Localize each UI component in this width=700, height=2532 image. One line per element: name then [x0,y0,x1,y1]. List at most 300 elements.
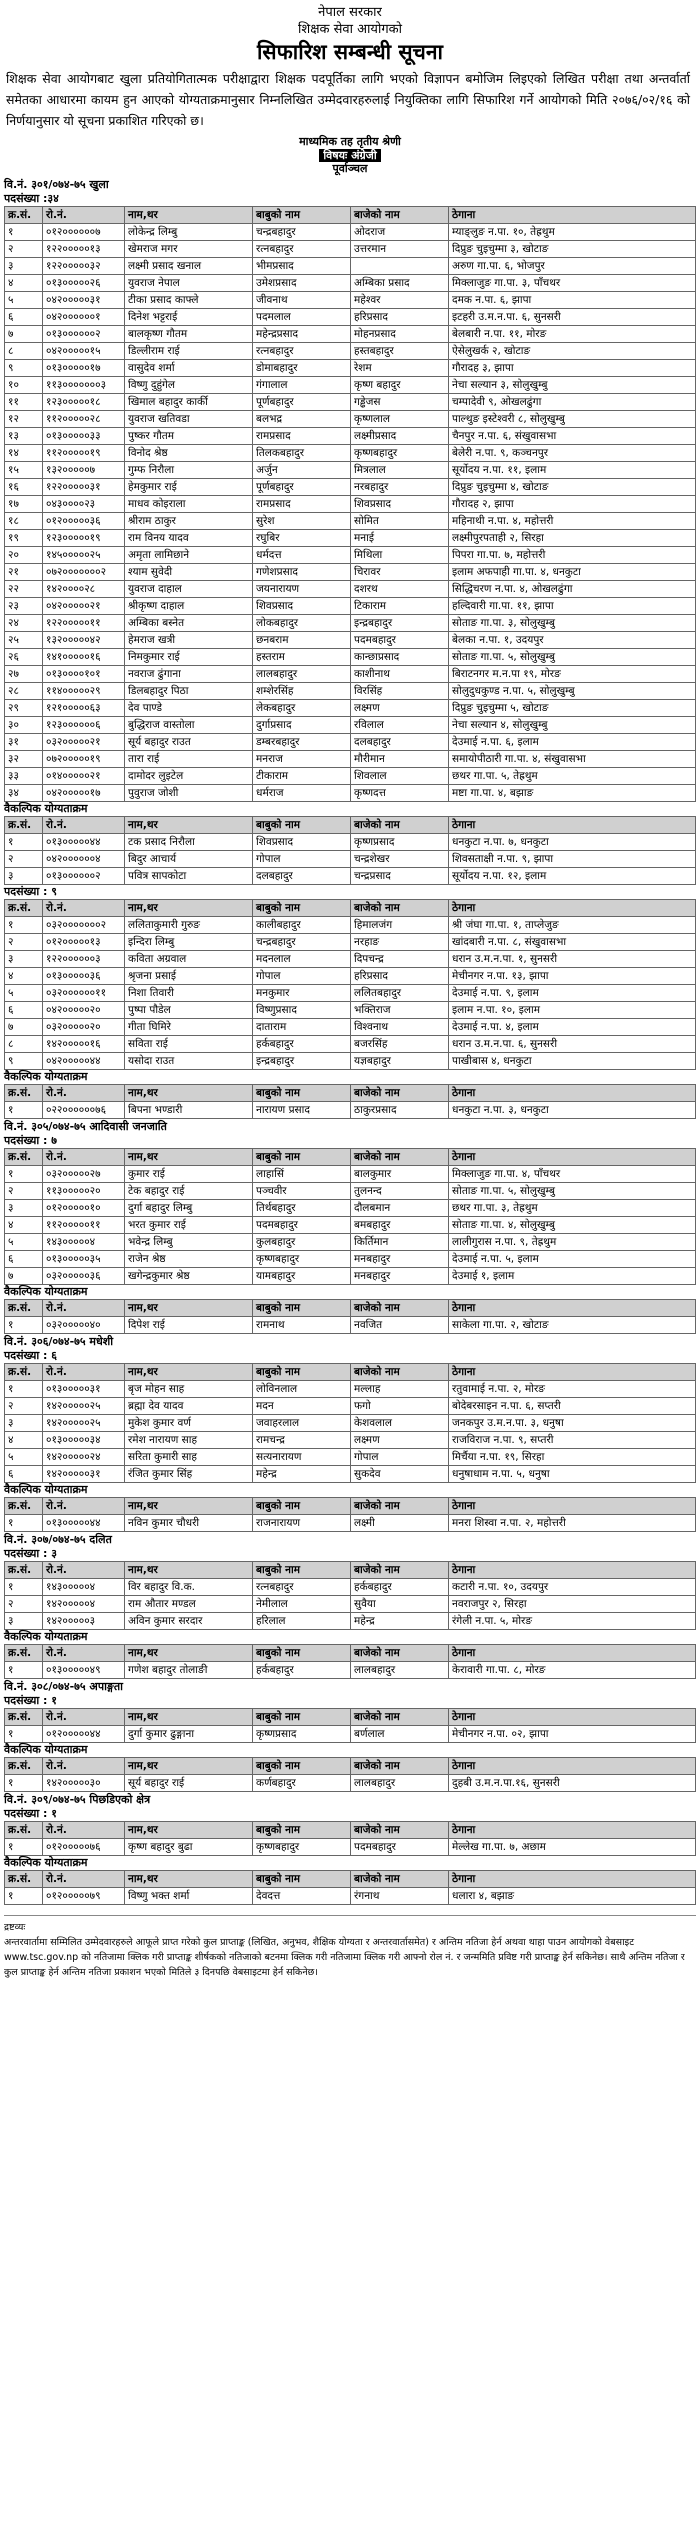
table-row [5,1251,696,1268]
cell-father: रत्नबहादुर [253,1579,351,1596]
cell-roll: ०३२०००००३६ [43,1268,125,1285]
cell-grandfather: महेश्वर [351,292,449,309]
cell-father: दलबहादुर [253,868,351,885]
table-header-row [5,1562,696,1579]
cell-roll: ०३२००००००११ [43,985,125,1002]
cell-address: नेचा सल्यान ३, सोलुखुम्बु [449,377,696,394]
post-count: पदसंख्या : १ [4,1807,57,1820]
table-row [5,445,696,462]
column-header-father: बाबुको नाम [253,1149,351,1166]
cell-father: सत्यनारायण [253,1449,351,1466]
cell-address: शिवसताक्षी न.पा. ९, झापा [449,851,696,868]
cell-grandfather: बमबहादुर [351,1217,449,1234]
column-header-address: ठेगाना [449,1149,696,1166]
cell-grandfather: मनाई [351,530,449,547]
table-row [5,479,696,496]
table-row [5,224,696,241]
cell-sn: १ [5,917,43,934]
cell-sn: ६ [5,309,43,326]
cell-address: मेल्लेख गा.पा. ७, अछाम [449,1839,696,1856]
table-header-row [5,1822,696,1839]
cell-roll: १४३०००००४ [43,1234,125,1251]
column-header-roll: रो.नं. [43,900,125,917]
cell-name: खिमाल बहादुर कार्की [125,394,253,411]
cell-name: दामोदर लुइटेल [125,768,253,785]
column-header-grandfather: बाजेको नाम [351,1085,449,1102]
cell-name: नविन कुमार चौधरी [125,1515,253,1532]
alternate-list-title: वैकल्पिक योग्यताक्रम [4,1070,88,1083]
table-row [5,1268,696,1285]
cell-sn: १० [5,377,43,394]
cell-grandfather: मौरीमान [351,751,449,768]
cell-grandfather: लालबहादुर [351,1662,449,1679]
table-row [5,734,696,751]
column-header-father: बाबुको नाम [253,1364,351,1381]
cell-father: छनबराम [253,632,351,649]
cell-roll: ०४२०००००१७ [43,785,125,802]
cell-name: पवित्र सापकोटा [125,868,253,885]
cell-name: कविता अग्रवाल [125,951,253,968]
column-header-father: बाबुको नाम [253,1645,351,1662]
cell-father: जीवनाथ [253,292,351,309]
cell-grandfather: गड्ढेजस [351,394,449,411]
column-header-grandfather: बाजेको नाम [351,817,449,834]
cell-roll: ०१३००००१०१ [43,666,125,683]
footer-text: अन्तरवार्तामा सम्मिलित उम्मेदवारहरुले आफूले प्राप्त गरेको कुल प्राप्ताङ्क (लिखित, अनुभव, शैक्षिक योग्यता र अन्तरवार्तासमेत) र अन्तिम नतिजा हेर्न अथवा थाहा पाउन आयोगको वेबसाइट www.tsc.gov.np को नतिजामा क्लिक गरी प्राप्ताङ्क शीर्षकको नतिजाको बटनमा क्लिक गरी नतिजामा क्लिक गरी आफ्नो रोल नं. र जन्ममिति प्रविष्ट गरी प्राप्ताङ्क हेर्न सकिनेछ। साथै अन्तिम नतिजा र कुल प्राप्ताङ्क हेर्न अन्तिम नतिजा प्रकाशन भएको मितिले ३ दिनपछि वेबसाइटमा हेर्न सकिनेछ। [4,1937,685,1978]
footer-note [4,1915,696,1980]
cell-roll: ०१२०००००७९ [43,1888,125,1905]
cell-sn: १ [5,1888,43,1905]
post-count: पदसंख्या : ६ [4,1349,57,1362]
cell-roll: ११३०००००००३ [43,377,125,394]
cell-roll: ०१४०००००२१ [43,768,125,785]
cell-grandfather: शिवलाल [351,768,449,785]
level-label: माध्यमिक तह तृतीय श्रेणी [299,135,401,148]
cell-name: कृष्ण बहादुर बुढा [125,1839,253,1856]
table-row [5,1888,696,1905]
alternate-list-title: वैकल्पिक योग्यताक्रम [4,1285,88,1298]
cell-name: विष्णु भक्त शर्मा [125,1888,253,1905]
cell-father: पञ्चवीर [253,1183,351,1200]
column-header-name: नाम,थर [125,1364,253,1381]
cell-name: भरत कुमार राई [125,1217,253,1234]
cell-roll: ०१२०००००१० [43,1200,125,1217]
cell-grandfather: अम्बिका प्रसाद [351,275,449,292]
cell-name: रंजित कुमार सिंह [125,1466,253,1483]
alternate-list-title: वैकल्पिक योग्यताक्रम [4,1856,88,1869]
cell-grandfather: सोमित [351,513,449,530]
column-header-grandfather: बाजेको नाम [351,1645,449,1662]
recommendation-section [4,1792,696,1905]
cell-address: धनकुटा न.पा. ३, धनकुटा [449,1102,696,1119]
cell-sn: १ [5,1775,43,1792]
column-header-name: नाम,थर [125,1149,253,1166]
cell-father: मनराज [253,751,351,768]
cell-sn: ९ [5,1053,43,1070]
table-row [5,1381,696,1398]
alternate-list-title: वैकल्पिक योग्यताक्रम [4,1743,88,1756]
cell-father: उमेशप्रसाद [253,275,351,292]
alternate-list-title: वैकल्पिक योग्यताक्रम [4,1630,88,1643]
cell-father: महेन्द्र [253,1466,351,1483]
cell-roll: ०४२०००००४४ [43,1053,125,1070]
cell-father: टीकाराम [253,768,351,785]
cell-name: माधव कोइराला [125,496,253,513]
cell-roll: ०१२०००००७६ [43,1839,125,1856]
table-row [5,309,696,326]
column-header-grandfather: बाजेको नाम [351,1562,449,1579]
cell-sn: २० [5,547,43,564]
cell-address: मेचीनगर न.पा. १३, झापा [449,968,696,985]
cell-roll: ११३०००००२० [43,1183,125,1200]
cell-sn: ३ [5,1613,43,1630]
intro-paragraph: शिक्षक सेवा आयोगबाट खुला प्रतियोगितात्मक परीक्षाद्वारा शिक्षक पदपूर्तिका लागि भएको विज्ञापन बमोजिम लिइएको लिखित परीक्षा तथा अन्तर्वार्ता समेतका आधारमा कायम हुन आएको योग्यताक्रमानुसार निम्नलिखित उम्मेदवारहरुलाई नियुक्तिका लागि सिफारिश गर्ने आयोगको मिति २०७६/०२/१६ को निर्णयानुसार यो सूचना प्रकाशित गरिएको छ। [6,71,690,128]
cell-father: रामप्रसाद [253,496,351,513]
recommendation-section [4,885,696,1119]
cell-roll: ०१२००००००७ [43,224,125,241]
cell-grandfather: काशीनाथ [351,666,449,683]
cell-address: केरावारी गा.पा. ८, मोरङ [449,1662,696,1679]
cell-roll: ०३२०००००२० [43,1019,125,1036]
cell-address: हल्दिवारी गा.पा. ११, झापा [449,598,696,615]
alternate-table [4,1644,696,1679]
cell-grandfather: हर्कबहादुर [351,1579,449,1596]
cell-father: रत्नबहादुर [253,343,351,360]
table-header-row [5,817,696,834]
cell-sn: ३ [5,1415,43,1432]
column-header-father: बाबुको नाम [253,1085,351,1102]
table-row [5,1398,696,1415]
cell-sn: २४ [5,615,43,632]
column-header-address: ठेगाना [449,1758,696,1775]
column-header-sn: क्र.सं. [5,1562,43,1579]
cell-address: म्याङ्लुङ न.पा. १०, तेह्रथुम [449,224,696,241]
cell-grandfather: शिवप्रसाद [351,496,449,513]
cell-father: डोमाबहादुर [253,360,351,377]
table-header-row [5,1364,696,1381]
recommendation-section [4,1334,696,1532]
cell-father: नारायण प्रसाद [253,1102,351,1119]
cell-sn: २८ [5,683,43,700]
cell-roll: १२३०००००१९ [43,530,125,547]
cell-sn: ८ [5,343,43,360]
cell-father: जयनारायण [253,581,351,598]
cell-name: तारा राई [125,751,253,768]
table-row [5,751,696,768]
column-header-roll: रो.नं. [43,1498,125,1515]
cell-sn: १२ [5,411,43,428]
table-row [5,683,696,700]
cell-sn: ३२ [5,751,43,768]
cell-father: लेकबहादुर [253,700,351,717]
cell-roll: ०३२०००००००२ [43,917,125,934]
cell-sn: ४ [5,275,43,292]
column-header-sn: क्र.सं. [5,1085,43,1102]
cell-roll: १३२०००००७ [43,462,125,479]
column-header-roll: रो.नं. [43,1758,125,1775]
cell-address: देउमाई न.पा. ९, इलाम [449,985,696,1002]
recommendation-section [4,1119,696,1334]
cell-father: रत्नबहादुर [253,241,351,258]
table-row [5,851,696,868]
cell-name: खगेन्द्रकुमार श्रेष्ठ [125,1268,253,1285]
cell-roll: १३२०००००४२ [43,632,125,649]
cell-grandfather: चन्द्रप्रसाद [351,868,449,885]
table-row [5,1415,696,1432]
cell-address: देउमाई न.पा. ५, इलाम [449,1251,696,1268]
cell-sn: १८ [5,513,43,530]
cell-name: लक्ष्मी प्रसाद खनाल [125,258,253,275]
cell-sn: १ [5,1662,43,1679]
cell-sn: १४ [5,445,43,462]
cell-name: अमृता लामिछाने [125,547,253,564]
cell-father: शिवप्रसाद [253,598,351,615]
cell-grandfather: नवजित [351,1317,449,1334]
cell-name: श्याम सुवेदी [125,564,253,581]
table-row [5,785,696,802]
cell-roll: १२२०००००३१ [43,479,125,496]
column-header-address: ठेगाना [449,1364,696,1381]
cell-address: कटारी न.पा. १०, उदयपुर [449,1579,696,1596]
cell-father: कृष्णबहादुर [253,1839,351,1856]
column-header-roll: रो.नं. [43,1709,125,1726]
column-header-sn: क्र.सं. [5,1498,43,1515]
cell-grandfather: उत्तरमान [351,241,449,258]
cell-name: श्रृजना प्रसाई [125,968,253,985]
cell-name: सविता राई [125,1036,253,1053]
cell-name: पुष्कर गौतम [125,428,253,445]
cell-father: मनकुमार [253,985,351,1002]
cell-grandfather [351,258,449,275]
cell-roll: १२२०००००१३ [43,241,125,258]
cell-sn: १३ [5,428,43,445]
table-row [5,1102,696,1119]
section-title: वि.नं. ३०७/०७४-७५ दलित [4,1533,112,1546]
cell-grandfather: दशरथ [351,581,449,598]
cell-grandfather: चन्द्रशेखर [351,851,449,868]
cell-father: शम्शेरसिंह [253,683,351,700]
cell-roll: १२३००००००६ [43,717,125,734]
table-row [5,1234,696,1251]
cell-grandfather: ओदराज [351,224,449,241]
cell-father: हस्तराम [253,649,351,666]
main-table [4,1148,696,1285]
cell-name: श्रीकृष्ण दाहाल [125,598,253,615]
subject-text: विषयः अंग्रेजी [319,149,380,162]
alternate-list-title: वैकल्पिक योग्यताक्रम [4,1483,88,1496]
main-table [4,1363,696,1483]
table-row [5,615,696,632]
cell-name: युवराज नेपाल [125,275,253,292]
column-header-grandfather: बाजेको नाम [351,900,449,917]
cell-sn: १६ [5,479,43,496]
cell-grandfather: कृष्णदत्त [351,785,449,802]
cell-name: डिलबहादुर पिठा [125,683,253,700]
cell-roll: ०१३०००००४४ [43,834,125,851]
cell-name: युवराज दाहाल [125,581,253,598]
alternate-table [4,1757,696,1792]
column-header-sn: क्र.सं. [5,1149,43,1166]
cell-father: नेमीलाल [253,1596,351,1613]
cell-grandfather: हरिप्रसाद [351,309,449,326]
cell-roll: ०७२०००००००२ [43,564,125,581]
cell-roll: ०१३०००००३५ [43,1251,125,1268]
table-row [5,934,696,951]
cell-sn: ३ [5,868,43,885]
alternate-list-title: वैकल्पिक योग्यताक्रम [4,802,88,815]
main-table [4,1561,696,1630]
cell-sn: ९ [5,360,43,377]
table-row [5,1200,696,1217]
cell-sn: ४ [5,1432,43,1449]
column-header-address: ठेगाना [449,1300,696,1317]
column-header-father: बाबुको नाम [253,1498,351,1515]
cell-father: रामचन्द्र [253,1432,351,1449]
recommendation-section [4,1532,696,1679]
table-row [5,1019,696,1036]
cell-name: विर बहादुर वि.क. [125,1579,253,1596]
cell-sn: ६ [5,1466,43,1483]
cell-sn: २ [5,1183,43,1200]
cell-grandfather: दौलबमान [351,1200,449,1217]
table-row [5,258,696,275]
cell-grandfather: विरसिंह [351,683,449,700]
cell-grandfather: दिपचन्द्र [351,951,449,968]
table-header-row [5,1300,696,1317]
column-header-name: नाम,थर [125,900,253,917]
cell-grandfather: कृष्णबहादुर [351,445,449,462]
cell-name: राम विनय यादव [125,530,253,547]
cell-address: बेलेरी न.पा. ९, कञ्चनपुर [449,445,696,462]
cell-sn: ५ [5,1234,43,1251]
cell-father: लोकबहादुर [253,615,351,632]
cell-father: धर्मदत्त [253,547,351,564]
cell-address: गौरादह २, झापा [449,496,696,513]
cell-grandfather: टिकाराम [351,598,449,615]
cell-address: मनरा शिस्वा न.पा. २, महोत्तरी [449,1515,696,1532]
cell-address: छथर गा.पा. ५, तेह्रथुम [449,768,696,785]
cell-grandfather: दलबहादुर [351,734,449,751]
cell-grandfather: तुलनन्द [351,1183,449,1200]
column-header-grandfather: बाजेको नाम [351,1364,449,1381]
cell-roll: ०१३०००००३१ [43,1381,125,1398]
cell-father: दाताराम [253,1019,351,1036]
table-row [5,462,696,479]
column-header-sn: क्र.सं. [5,1300,43,1317]
column-header-roll: रो.नं. [43,1871,125,1888]
cell-father: कृष्णप्रसाद [253,1726,351,1743]
table-row [5,1166,696,1183]
column-header-name: नाम,थर [125,1085,253,1102]
cell-roll: १४२०००००२५ [43,1398,125,1415]
cell-roll: १२१०००००६३ [43,700,125,717]
cell-address: इलाम अफपाही गा.पा. ४, धनकुटा [449,564,696,581]
cell-roll: ०१३०००००४९ [43,1662,125,1679]
post-count: पदसंख्या : ९ [4,885,57,898]
column-header-father: बाबुको नाम [253,817,351,834]
cell-grandfather: नरहाङ [351,934,449,951]
cell-father: तिलकबहादुर [253,445,351,462]
cell-grandfather: सुवैया [351,1596,449,1613]
main-table [4,206,696,802]
column-header-father: बाबुको नाम [253,207,351,224]
recommendation-section [4,177,696,885]
cell-name: पुष्पा पौडेल [125,1002,253,1019]
cell-father: कृष्णबहादुर [253,1251,351,1268]
table-row [5,985,696,1002]
cell-name: देव पाण्डे [125,700,253,717]
column-header-name: नाम,थर [125,1822,253,1839]
cell-address: राजविराज न.पा. ९, सप्तरी [449,1432,696,1449]
cell-sn: १ [5,834,43,851]
cell-roll: ०४२०००००२० [43,1002,125,1019]
cell-name: अविन कुमार सरदार [125,1613,253,1630]
column-header-name: नाम,थर [125,817,253,834]
cell-sn: ७ [5,326,43,343]
cell-address: मष्टा गा.पा. ४, बझाङ [449,785,696,802]
table-header-row [5,1149,696,1166]
table-row [5,547,696,564]
column-header-address: ठेगाना [449,817,696,834]
commission-name: शिक्षक सेवा आयोगको [297,22,403,37]
cell-address: देउमाई १, इलाम [449,1268,696,1285]
cell-grandfather: महेन्द्र [351,1613,449,1630]
cell-name: विनोद श्रेष्ठ [125,445,253,462]
table-row [5,1053,696,1070]
cell-name: टीका प्रसाद काफ्ले [125,292,253,309]
cell-grandfather: बजरसिंह [351,1036,449,1053]
cell-address: बोदेबरसाइन न.पा. ६, सप्तरी [449,1398,696,1415]
section-title: वि.नं. ३०१/०७४-७५ खुला [4,178,109,191]
cell-father: शिवप्रसाद [253,834,351,851]
cell-address: मिक्लाजुङ गा.पा. ३, पाँचथर [449,275,696,292]
table-header-row [5,1758,696,1775]
table-header-row [5,1498,696,1515]
cell-roll: १४५०००००२५ [43,547,125,564]
cell-sn: १ [5,1579,43,1596]
table-row [5,1515,696,1532]
cell-address: सिद्धिचरण न.पा. ४, ओखलढुंगा [449,581,696,598]
cell-address: दमक न.पा. ६, झापा [449,292,696,309]
cell-roll: ०३२०००००२१ [43,734,125,751]
page-title: सिफारिश सम्बन्धी सूचना [256,40,443,64]
column-header-roll: रो.नं. [43,1645,125,1662]
cell-father: तिर्थबहादुर [253,1200,351,1217]
cell-grandfather: हिमालजंग [351,917,449,934]
cell-grandfather: कृष्णलाल [351,411,449,428]
cell-father: मदनलाल [253,951,351,968]
column-header-roll: रो.नं. [43,1822,125,1839]
cell-sn: २ [5,241,43,258]
table-row [5,1775,696,1792]
table-row [5,241,696,258]
cell-name: सूर्य बहादुर राउत [125,734,253,751]
cell-roll: ०४२००००००१ [43,309,125,326]
cell-roll: १४२०००००३ [43,1613,125,1630]
cell-name: बिपना भण्डारी [125,1102,253,1119]
column-header-sn: क्र.सं. [5,1645,43,1662]
cell-sn: २७ [5,666,43,683]
column-header-father: बाबुको नाम [253,1300,351,1317]
column-header-grandfather: बाजेको नाम [351,1300,449,1317]
table-row [5,428,696,445]
cell-address: इलाम न.पा. १०, इलाम [449,1002,696,1019]
cell-roll: ०१३००००००२ [43,326,125,343]
cell-roll: ०१३०००००३६ [43,968,125,985]
cell-name: बिदुर आचार्य [125,851,253,868]
post-count: पदसंख्या : ३ [4,1547,57,1560]
column-header-roll: रो.नं. [43,1364,125,1381]
